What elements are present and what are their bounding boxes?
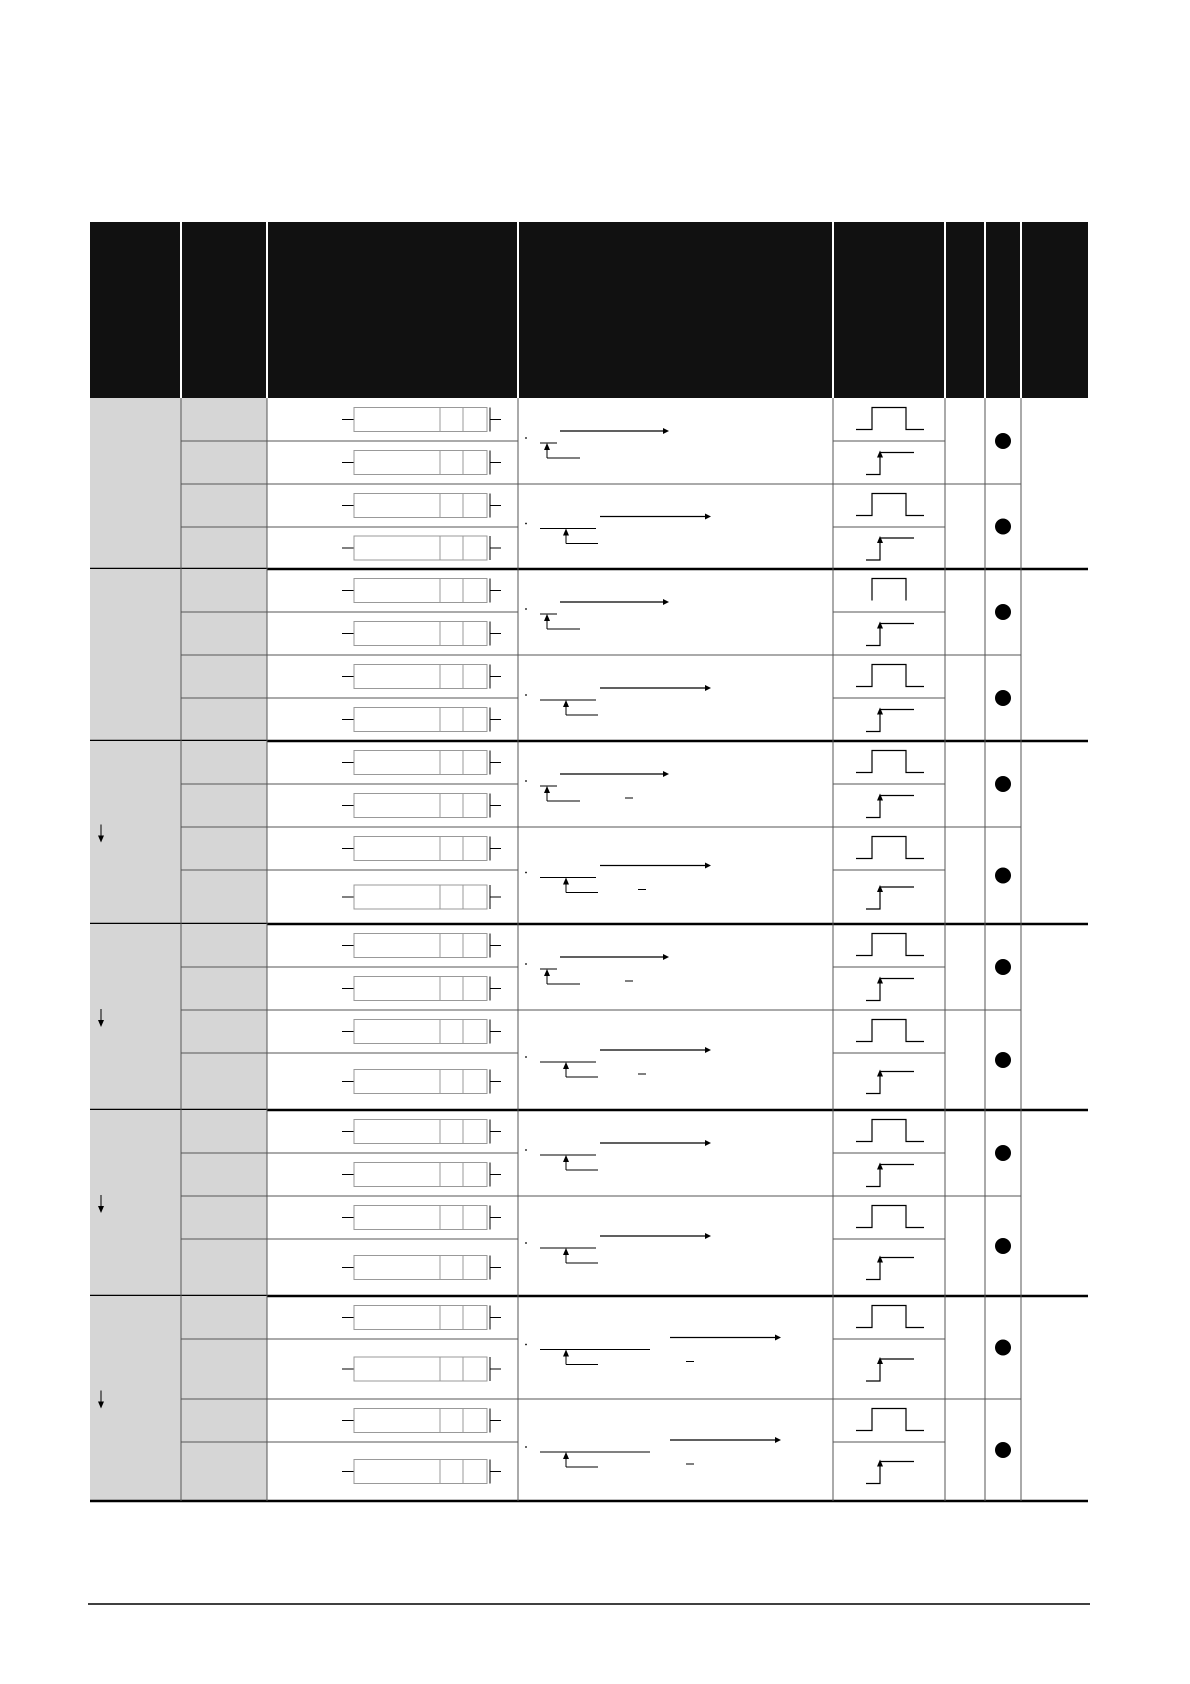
operation-timing-diagram xyxy=(525,1047,711,1077)
diagram-marker xyxy=(525,523,527,525)
instruction-operand-box xyxy=(354,1409,487,1433)
waveform-trace xyxy=(856,1120,924,1142)
filled-dot-icon xyxy=(995,776,1011,792)
diagram-up-arrowhead xyxy=(563,1350,569,1357)
rising-edge-waveform-icon xyxy=(866,794,914,818)
waveform-trace xyxy=(866,1466,880,1484)
instruction-operand-box xyxy=(354,708,487,732)
ladder-instruction-symbol-icon xyxy=(342,1020,501,1044)
table-header xyxy=(90,222,1088,398)
rise-arrowhead xyxy=(877,1256,883,1263)
diagram-marker xyxy=(525,872,527,874)
waveform-trace xyxy=(866,542,880,560)
filled-dot-icon xyxy=(995,690,1011,706)
operation-timing-diagram xyxy=(525,863,711,893)
operation-timing-diagram xyxy=(525,514,711,544)
table-body xyxy=(90,398,1088,1501)
pulse-waveform-icon xyxy=(856,1120,924,1142)
table-row-group xyxy=(90,569,1088,741)
instruction-operand-box xyxy=(354,837,487,861)
diagram-up-arrowhead xyxy=(544,443,550,450)
operation-timing-diagram xyxy=(525,1437,781,1467)
waveform-trace xyxy=(866,628,880,646)
ladder-instruction-symbol-icon xyxy=(342,977,501,1001)
instruction-operand-box xyxy=(354,451,487,475)
waveform-trace xyxy=(856,1409,924,1431)
pulse-waveform-icon xyxy=(856,1306,924,1328)
rise-arrowhead xyxy=(877,1357,883,1364)
table-row-group xyxy=(90,924,1088,1110)
diagram-up-arrowhead xyxy=(563,529,569,536)
table-row-group xyxy=(90,1110,1088,1296)
ladder-instruction-symbol-icon xyxy=(342,1120,501,1144)
waveform-trace xyxy=(856,837,924,859)
ladder-instruction-symbol-icon xyxy=(342,579,501,603)
instruction-operand-box xyxy=(354,408,487,432)
filled-dot-icon xyxy=(995,433,1011,449)
diagram-arrowhead xyxy=(775,1437,781,1443)
waveform-trace xyxy=(866,1169,880,1187)
diagram-marker xyxy=(525,1149,527,1151)
filled-dot-icon xyxy=(995,519,1011,535)
ladder-instruction-symbol-icon xyxy=(342,1070,501,1094)
diagram-arrowhead xyxy=(705,1233,711,1239)
waveform-trace xyxy=(856,751,924,773)
ladder-instruction-symbol-icon xyxy=(342,622,501,646)
header-background xyxy=(90,222,1088,398)
table-row-group xyxy=(90,741,1088,924)
pulse-waveform-icon xyxy=(856,1020,924,1042)
category-cell xyxy=(90,569,181,741)
diagram-up-arrowhead xyxy=(563,1452,569,1459)
diagram-up-arrowhead xyxy=(563,1248,569,1255)
ladder-instruction-symbol-icon xyxy=(342,794,501,818)
diagram-marker xyxy=(525,694,527,696)
instruction-operand-box xyxy=(354,536,487,560)
diagram-arrowhead xyxy=(705,863,711,869)
pulse-waveform-icon xyxy=(856,1409,924,1431)
diagram-marker xyxy=(525,1242,527,1244)
diagram-marker xyxy=(525,608,527,610)
waveform-trace xyxy=(856,1306,924,1328)
instruction-operand-box xyxy=(354,1020,487,1044)
operation-timing-diagram xyxy=(525,954,669,984)
diagram-up-arrowhead xyxy=(544,969,550,976)
diagram-arrowhead xyxy=(775,1335,781,1341)
rise-arrowhead xyxy=(877,794,883,801)
ladder-instruction-symbol-icon xyxy=(342,1306,501,1330)
subcategory-cell xyxy=(181,924,267,1110)
filled-dot-icon xyxy=(995,1145,1011,1161)
filled-dot-icon xyxy=(995,959,1011,975)
waveform-trace xyxy=(856,934,924,956)
filled-dot-icon xyxy=(995,1442,1011,1458)
rising-edge-waveform-icon xyxy=(866,451,914,475)
instruction-operand-box xyxy=(354,494,487,518)
rise-arrowhead xyxy=(877,977,883,984)
filled-dot-icon xyxy=(995,1052,1011,1068)
rising-edge-waveform-icon xyxy=(866,622,914,646)
rising-edge-waveform-icon xyxy=(866,1460,914,1484)
diagram-marker xyxy=(525,1446,527,1448)
instruction-operand-box xyxy=(354,1070,487,1094)
rising-edge-waveform-icon xyxy=(866,1357,914,1381)
rising-edge-waveform-icon xyxy=(866,536,914,560)
waveform-trace xyxy=(866,457,880,475)
operation-timing-diagram xyxy=(525,428,669,458)
subcategory-cell xyxy=(181,1110,267,1296)
pulse-waveform-icon xyxy=(856,1206,924,1228)
ladder-instruction-symbol-icon xyxy=(342,1256,501,1280)
rising-edge-waveform-icon xyxy=(866,1256,914,1280)
diagram-arrowhead xyxy=(663,428,669,434)
rise-arrowhead xyxy=(877,536,883,543)
pulse-waveform-icon xyxy=(856,408,924,430)
instruction-operand-box xyxy=(354,1163,487,1187)
diagram-arrowhead xyxy=(663,954,669,960)
rise-arrowhead xyxy=(877,885,883,892)
diagram-arrowhead xyxy=(663,771,669,777)
instruction-operand-box xyxy=(354,934,487,958)
pulse-waveform-icon xyxy=(856,751,924,773)
category-cell xyxy=(90,741,181,924)
waveform-trace xyxy=(866,1363,880,1381)
waveform-trace xyxy=(866,1262,880,1280)
rise-arrowhead xyxy=(877,708,883,715)
pulse-waveform-icon xyxy=(856,934,924,956)
table-row-group xyxy=(90,1296,1088,1501)
diagram-up-arrowhead xyxy=(563,1155,569,1162)
operation-timing-diagram xyxy=(525,599,669,629)
instruction-operand-box xyxy=(354,794,487,818)
category-cell xyxy=(90,924,181,1110)
waveform-trace xyxy=(866,1076,880,1094)
waveform-trace xyxy=(866,891,880,909)
instruction-operand-box xyxy=(354,977,487,1001)
rising-edge-waveform-icon xyxy=(866,708,914,732)
waveform-trace xyxy=(856,665,924,687)
waveform-trace xyxy=(872,579,906,601)
filled-dot-icon xyxy=(995,868,1011,884)
diagram-up-arrowhead xyxy=(563,700,569,707)
operation-timing-diagram xyxy=(525,685,711,715)
category-cell xyxy=(90,398,181,569)
ladder-instruction-symbol-icon xyxy=(342,1357,501,1381)
ladder-instruction-symbol-icon xyxy=(342,451,501,475)
ladder-instruction-symbol-icon xyxy=(342,665,501,689)
operation-timing-diagram xyxy=(525,1140,711,1170)
ladder-instruction-symbol-icon xyxy=(342,536,501,560)
rise-arrowhead xyxy=(877,622,883,629)
waveform-trace xyxy=(856,1206,924,1228)
waveform-trace xyxy=(866,983,880,1001)
ladder-instruction-symbol-icon xyxy=(342,1460,501,1484)
ladder-instruction-symbol-icon xyxy=(342,1206,501,1230)
operation-timing-diagram xyxy=(525,771,669,801)
instruction-operand-box xyxy=(354,1256,487,1280)
column-grid-lines xyxy=(181,398,1021,1501)
ladder-instruction-symbol-icon xyxy=(342,837,501,861)
diagram-arrowhead xyxy=(705,1140,711,1146)
operation-timing-diagram xyxy=(525,1233,711,1263)
pulse-waveform-icon xyxy=(856,837,924,859)
diagram-marker xyxy=(525,780,527,782)
diagram-arrowhead xyxy=(663,599,669,605)
pulse-waveform-icon xyxy=(856,665,924,687)
operation-timing-diagram xyxy=(525,1335,781,1365)
diagram-up-arrowhead xyxy=(544,614,550,621)
waveform-trace xyxy=(856,408,924,430)
filled-dot-icon xyxy=(995,1238,1011,1254)
category-cell xyxy=(90,1296,181,1501)
diagram-arrowhead xyxy=(705,685,711,691)
table-row-group xyxy=(90,398,1088,569)
diagram-arrowhead xyxy=(705,1047,711,1053)
instruction-operand-box xyxy=(354,1306,487,1330)
rise-arrowhead xyxy=(877,1070,883,1077)
diagram-up-arrowhead xyxy=(563,1062,569,1069)
instruction-operand-box xyxy=(354,1460,487,1484)
category-cell xyxy=(90,1110,181,1296)
waveform-trace xyxy=(856,1020,924,1042)
diagram-up-arrowhead xyxy=(544,786,550,793)
diagram-marker xyxy=(525,437,527,439)
diagram-marker xyxy=(525,1056,527,1058)
diagram-arrowhead xyxy=(705,514,711,520)
pulse-waveform-icon xyxy=(856,494,924,516)
subcategory-cell xyxy=(181,741,267,924)
instruction-operand-box xyxy=(354,1357,487,1381)
ladder-instruction-symbol-icon xyxy=(342,934,501,958)
instruction-operand-box xyxy=(354,1120,487,1144)
rise-arrowhead xyxy=(877,1460,883,1467)
rise-arrowhead xyxy=(877,451,883,458)
waveform-trace xyxy=(866,800,880,818)
instruction-operand-box xyxy=(354,751,487,775)
filled-dot-icon xyxy=(995,1340,1011,1356)
rising-edge-waveform-icon xyxy=(866,1163,914,1187)
ladder-instruction-symbol-icon xyxy=(342,494,501,518)
instruction-operand-box xyxy=(354,579,487,603)
instruction-operand-box xyxy=(354,885,487,909)
ladder-instruction-symbol-icon xyxy=(342,885,501,909)
ladder-instruction-symbol-icon xyxy=(342,708,501,732)
waveform-trace xyxy=(856,494,924,516)
ladder-instruction-symbol-icon xyxy=(342,1409,501,1433)
instruction-operand-box xyxy=(354,622,487,646)
instruction-operand-box xyxy=(354,1206,487,1230)
rising-edge-waveform-icon xyxy=(866,1070,914,1094)
rising-edge-waveform-icon xyxy=(866,885,914,909)
waveform-trace xyxy=(866,714,880,732)
ladder-instruction-symbol-icon xyxy=(342,1163,501,1187)
filled-dot-icon xyxy=(995,604,1011,620)
rising-edge-waveform-icon xyxy=(866,977,914,1001)
diagram-marker xyxy=(525,1344,527,1346)
diagram-marker xyxy=(525,963,527,965)
inverted-pulse-waveform-icon xyxy=(872,579,906,601)
ladder-instruction-symbol-icon xyxy=(342,751,501,775)
ladder-instruction-symbol-icon xyxy=(342,408,501,432)
rise-arrowhead xyxy=(877,1163,883,1170)
instruction-operand-box xyxy=(354,665,487,689)
diagram-up-arrowhead xyxy=(563,878,569,885)
